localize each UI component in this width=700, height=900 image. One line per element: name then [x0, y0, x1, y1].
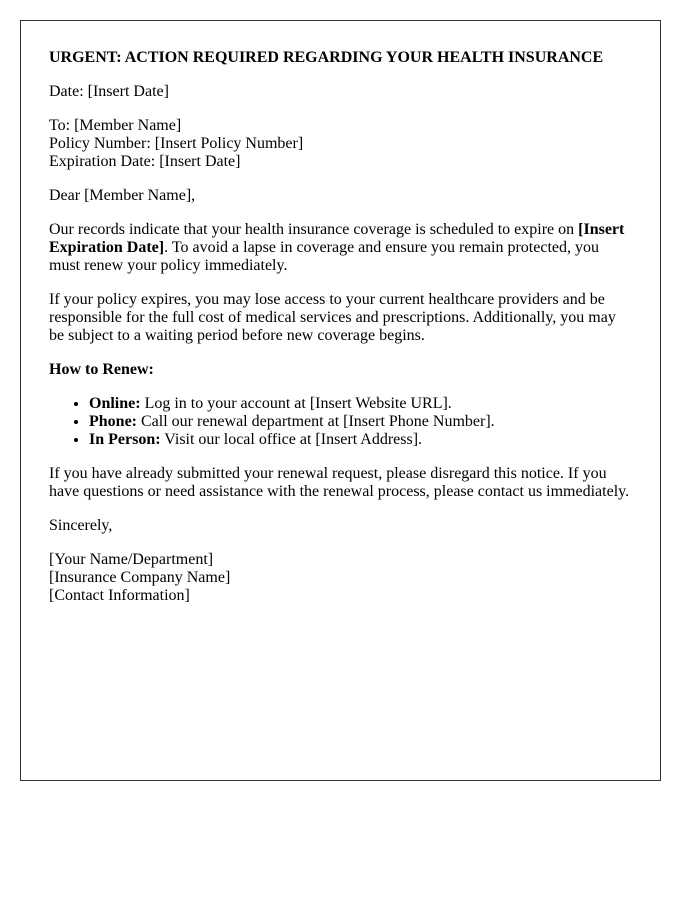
renew-option-online	[89, 395, 632, 413]
option-text: Visit our local office at [Insert Address].	[160, 431, 423, 448]
expiration-date-placeholder: [Insert Expiration Date]	[49, 221, 625, 256]
recipient-to: To: [Member Name]	[49, 117, 182, 134]
policy-number: Policy Number: [Insert Policy Number]	[49, 135, 304, 152]
option-label: Phone:	[89, 413, 137, 430]
para1-text-a: Our records indicate that your health insurance coverage is scheduled to expire on	[49, 221, 579, 238]
option-label: Online:	[89, 395, 141, 412]
option-label: In Person:	[89, 431, 161, 448]
para1-text-b: . To avoid a lapse in coverage and ensure you remain protected, you must renew your policy immediately.	[49, 239, 599, 274]
option-text: Log in to your account at [Insert Website URL].	[140, 395, 452, 412]
signature-block	[49, 551, 632, 605]
how-to-renew-label: How to Renew:	[49, 361, 154, 378]
closing: Sincerely,	[49, 517, 113, 534]
how-to-renew-heading	[49, 361, 632, 379]
expiration-date: Expiration Date: [Insert Date]	[49, 153, 241, 170]
renew-options-list	[49, 395, 632, 449]
letter	[20, 20, 661, 781]
paragraph-expiry	[49, 221, 632, 275]
signature-contact: [Contact Information]	[49, 587, 190, 604]
renew-option-phone	[89, 413, 632, 431]
option-text: Call our renewal department at [Insert Phone Number].	[137, 413, 495, 430]
paragraph-consequences: If your policy expires, you may lose access to your current healthcare providers and be responsible for the full cost of medical services and prescriptions. Additionally, you may be subject to a waiting period before new coverage begins.	[49, 291, 616, 344]
letter-title: URGENT: ACTION REQUIRED REGARDING YOUR HEALTH INSURANCE	[49, 49, 604, 66]
signature-company: [Insurance Company Name]	[49, 569, 231, 586]
date-line: Date: [Insert Date]	[49, 83, 169, 100]
recipient-block	[49, 117, 632, 171]
signature-name: [Your Name/Department]	[49, 551, 214, 568]
paragraph-disregard: If you have already submitted your renewal request, please disregard this notice. If you have questions or need assistance with the renewal process, please contact us immediately.	[49, 465, 630, 500]
renew-option-in-person	[89, 431, 632, 449]
salutation: Dear [Member Name],	[49, 187, 196, 204]
